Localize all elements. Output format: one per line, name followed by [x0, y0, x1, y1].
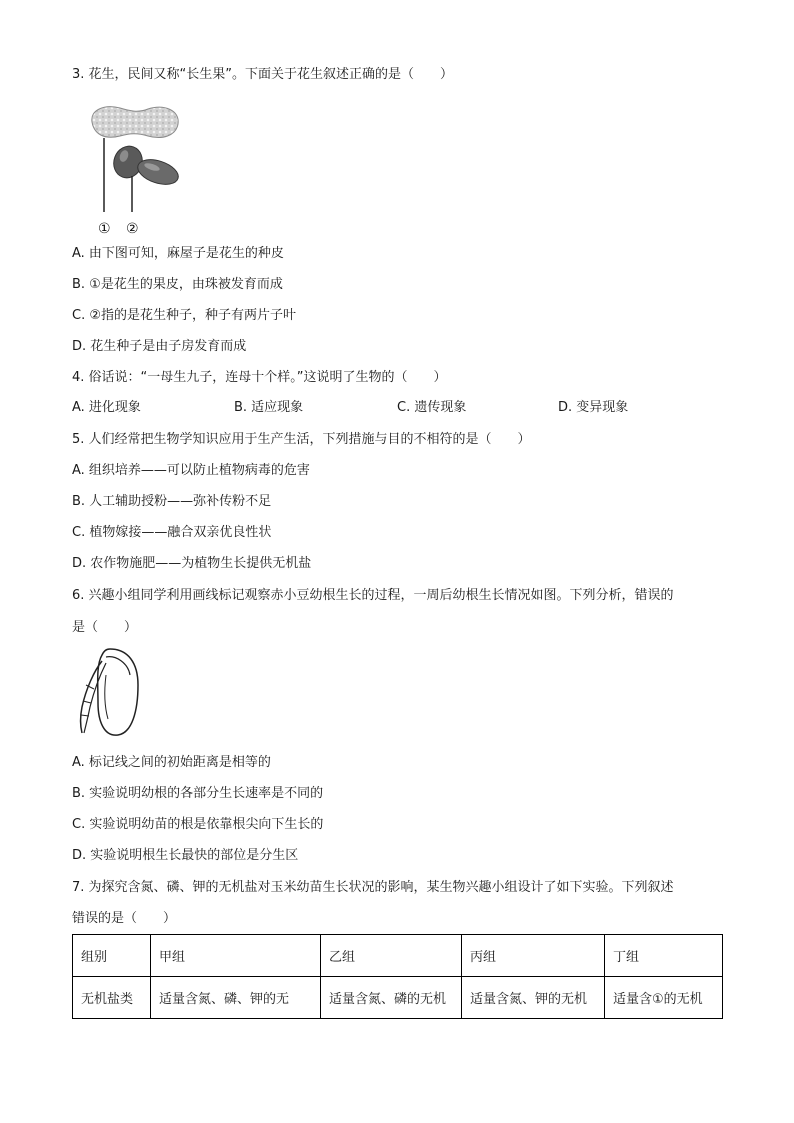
q3-option-d: D. 花生种子是由子房发育而成	[72, 339, 247, 354]
root-left	[81, 661, 103, 733]
q4-option-b: B. 适应现象	[234, 400, 304, 415]
bean-outline	[98, 649, 138, 735]
q7-stem-line2: 错误的是（ ）	[72, 911, 177, 926]
table-cell: 丁组	[605, 935, 723, 977]
table-row	[73, 977, 723, 1019]
table-cell: 甲组	[151, 935, 321, 977]
q5-option-c: C. 植物嫁接——融合双亲优良性状	[72, 525, 272, 540]
q6-option-b: B. 实验说明幼根的各部分生长速率是不同的	[72, 786, 324, 801]
table-cell: 适量含氮、磷的无机	[321, 977, 462, 1019]
q4-option-c: C. 遗传现象	[397, 400, 467, 415]
table-cell: 组别	[73, 935, 151, 977]
table-cell: 乙组	[321, 935, 462, 977]
table-cell: 无机盐类	[73, 977, 151, 1019]
q5-option-d: D. 农作物施肥——为植物生长提供无机盐	[72, 556, 312, 571]
table-header-row	[73, 935, 723, 977]
q5-option-a: A. 组织培养——可以防止植物病毒的危害	[72, 463, 310, 478]
q6-option-c: C. 实验说明幼苗的根是依靠根尖向下生长的	[72, 817, 324, 832]
q6-option-d: D. 实验说明根生长最快的部位是分生区	[72, 848, 299, 863]
table-cell: 适量含氮、磷、钾的无	[151, 977, 321, 1019]
q5-option-b: B. 人工辅助授粉——弥补传粉不足	[72, 494, 272, 509]
q6-stem-line2: 是（ ）	[72, 620, 138, 635]
q6-stem-line1: 6. 兴趣小组同学利用画线标记观察赤小豆幼根生长的过程，一周后幼根生长情况如图。下列分析，错误的	[72, 588, 674, 603]
table-cell: 适量含氮、钾的无机	[462, 977, 605, 1019]
q5-stem: 5. 人们经常把生物学知识应用于生产生活，下列措施与目的不相符的是（ ）	[72, 432, 531, 447]
label-1: ①	[98, 221, 111, 237]
q3-option-c: C. ②指的是花生种子，种子有两片子叶	[72, 308, 296, 323]
peanut-figure	[86, 100, 196, 240]
experiment-table	[72, 934, 723, 1019]
table-cell: 丙组	[462, 935, 605, 977]
q3-option-b: B. ①是花生的果皮，由珠被发育而成	[72, 277, 283, 292]
label-2: ②	[126, 221, 139, 237]
q4-stem: 4. 俗话说：“一母生九子，连母十个样。”这说明了生物的（ ）	[72, 370, 447, 385]
q4-option-a: A. 进化现象	[72, 400, 141, 415]
q3-stem: 3. 花生，民间又称“长生果”。下面关于花生叙述正确的是（ ）	[72, 67, 454, 82]
q3-option-a: A. 由下图可知，麻屋子是花生的种皮	[72, 246, 284, 261]
q6-option-a: A. 标记线之间的初始距离是相等的	[72, 755, 271, 770]
table-cell: 适量含①的无机	[605, 977, 723, 1019]
peanut-shell	[92, 107, 178, 138]
bean-root-figure	[76, 645, 146, 740]
q7-stem-line1: 7. 为探究含氮、磷、钾的无机盐对玉米幼苗生长状况的影响，某生物兴趣小组设计了如下实验。下列叙述	[72, 880, 674, 895]
q4-option-d: D. 变异现象	[558, 400, 629, 415]
